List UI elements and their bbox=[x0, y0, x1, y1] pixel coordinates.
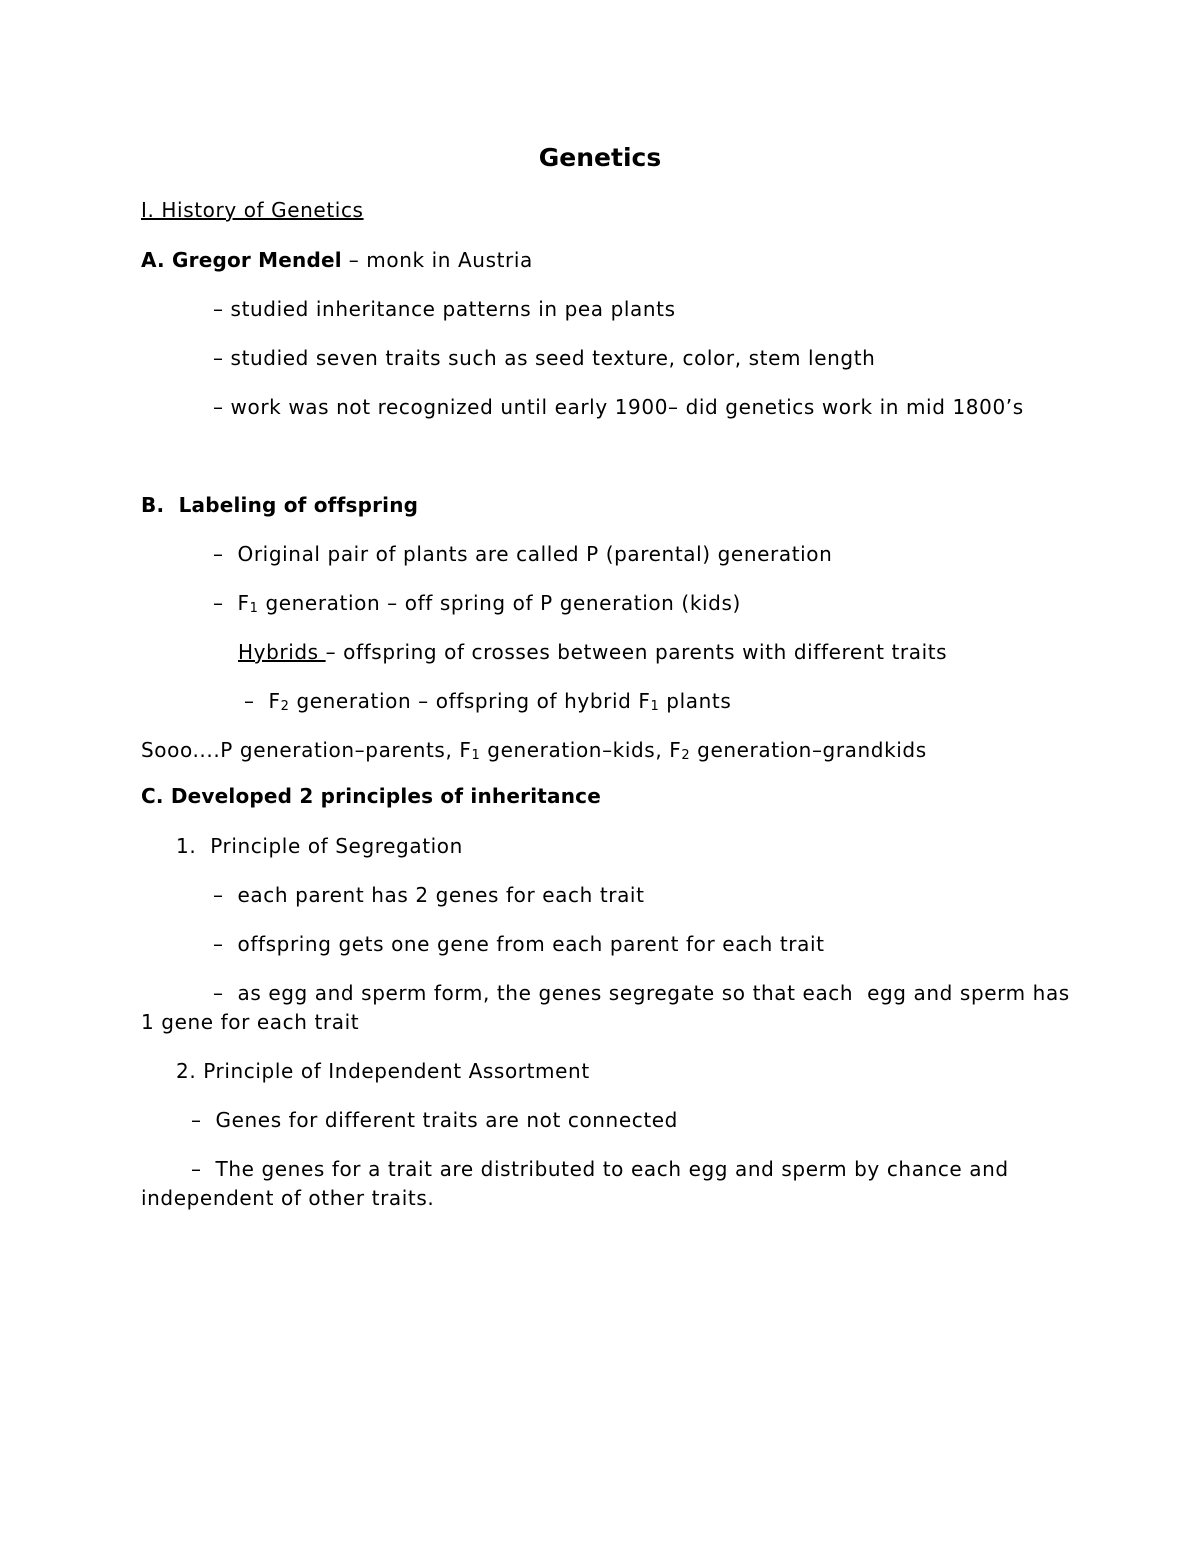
part-a-label: A. Gregor Mendel bbox=[141, 248, 342, 272]
part-c-heading: C. Developed 2 principles of inheritance bbox=[141, 784, 601, 808]
part-a-heading bbox=[141, 247, 533, 273]
principle-1-title: 1. Principle of Segregation bbox=[176, 834, 463, 858]
list-item-f2 bbox=[244, 688, 731, 714]
list-item-continuation: independent of other traits. bbox=[141, 1186, 435, 1210]
summary-line bbox=[141, 737, 927, 763]
section-heading-history: I. History of Genetics bbox=[141, 198, 364, 222]
summary-part: generation–kids, F bbox=[480, 738, 682, 762]
list-item: – The genes for a trait are distributed to each egg and sperm by chance and bbox=[191, 1157, 1009, 1181]
f1-prefix: – F bbox=[213, 591, 250, 615]
principle-2-title: 2. Principle of Independent Assortment bbox=[176, 1059, 590, 1083]
list-item: – offspring gets one gene from each parent for each trait bbox=[213, 932, 825, 956]
list-item: – each parent has 2 genes for each trait bbox=[213, 883, 645, 907]
list-item: – studied inheritance patterns in pea plants bbox=[213, 297, 676, 321]
hybrids-text: – offspring of crosses between parents with different traits bbox=[325, 640, 948, 664]
summary-part: generation–grandkids bbox=[690, 738, 927, 762]
list-item: – Genes for different traits are not connected bbox=[191, 1108, 678, 1132]
f2-prefix: – F bbox=[244, 689, 281, 713]
page-title: Genetics bbox=[538, 143, 662, 172]
list-item-continuation: 1 gene for each trait bbox=[141, 1010, 360, 1034]
part-b-heading: B. Labeling of offspring bbox=[141, 493, 419, 517]
part-a-desc: – monk in Austria bbox=[341, 248, 533, 272]
subscript: 1 bbox=[249, 601, 259, 616]
f2-text-end: plants bbox=[659, 689, 732, 713]
subscript: 1 bbox=[650, 699, 660, 714]
list-item: – studied seven traits such as seed texture, color, stem length bbox=[213, 346, 876, 370]
f1-text: generation – off spring of P generation (kids) bbox=[258, 591, 741, 615]
hybrids-definition bbox=[238, 639, 947, 665]
list-item: – as egg and sperm form, the genes segregate so that each egg and sperm has bbox=[213, 981, 1070, 1005]
hybrids-term: Hybrids bbox=[238, 640, 326, 664]
subscript: 2 bbox=[681, 748, 691, 763]
f2-text: generation – offspring of hybrid F bbox=[289, 689, 651, 713]
subscript: 1 bbox=[471, 748, 481, 763]
list-item-f1 bbox=[213, 590, 741, 616]
list-item: – work was not recognized until early 1900– did genetics work in mid 1800’s bbox=[213, 395, 1024, 419]
subscript: 2 bbox=[280, 699, 290, 714]
summary-part: Sooo....P generation–parents, F bbox=[141, 738, 472, 762]
list-item: – Original pair of plants are called P (parental) generation bbox=[213, 542, 833, 566]
